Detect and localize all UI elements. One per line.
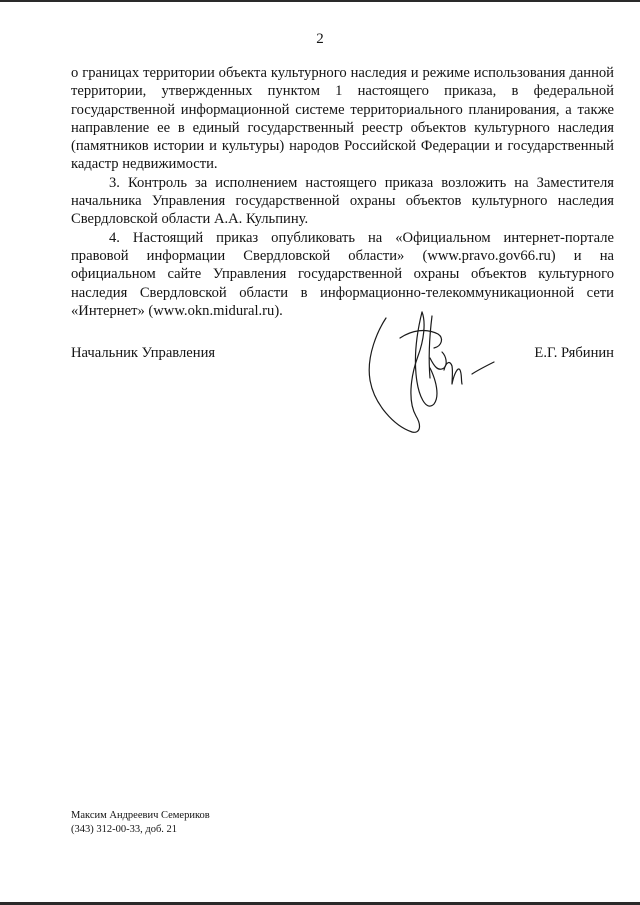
executor-phone: (343) 312-00-33, доб. 21 xyxy=(71,824,178,835)
document-body xyxy=(71,64,614,320)
paragraph-4-publication: 4. Настоящий приказ опубликовать на «Официальном интернет-портале правовой информации Свердловской области» (www.pravo.gov66.ru) и на официальном сайте Управления государственной охраны объектов культурного наследия Свердловской области в информационно-телекоммуникационной сети «Интернет» (www.okn.midural.ru). xyxy=(71,229,614,319)
scan-top-edge xyxy=(0,0,640,2)
paragraph-continuation: о границах территории объекта культурного наследия и режиме использования данной территории, утвержденных пунктом 1 настоящего приказа, в федеральной государственной информационной системе территориального планирования, а также направление ее в единый государственный реестр объектов культурного наследия (памятников истории и культуры) народов Российской Федерации и государственный кадастр недвижимости. xyxy=(71,65,614,173)
page-number: 2 xyxy=(316,31,324,47)
executor-info xyxy=(71,809,210,837)
signatory-title: Начальник Управления xyxy=(71,345,216,361)
paragraph-3-control: 3. Контроль за исполнением настоящего приказа возложить на Заместителя начальника Управления государственной охраны объектов культурного наследия Свердловской области А.А. Кульпину. xyxy=(71,174,614,228)
executor-name: Максим Андреевич Семериков xyxy=(71,810,210,821)
signatory-name: Е.Г. Рябинин xyxy=(534,345,614,361)
handwritten-signature xyxy=(360,308,500,448)
